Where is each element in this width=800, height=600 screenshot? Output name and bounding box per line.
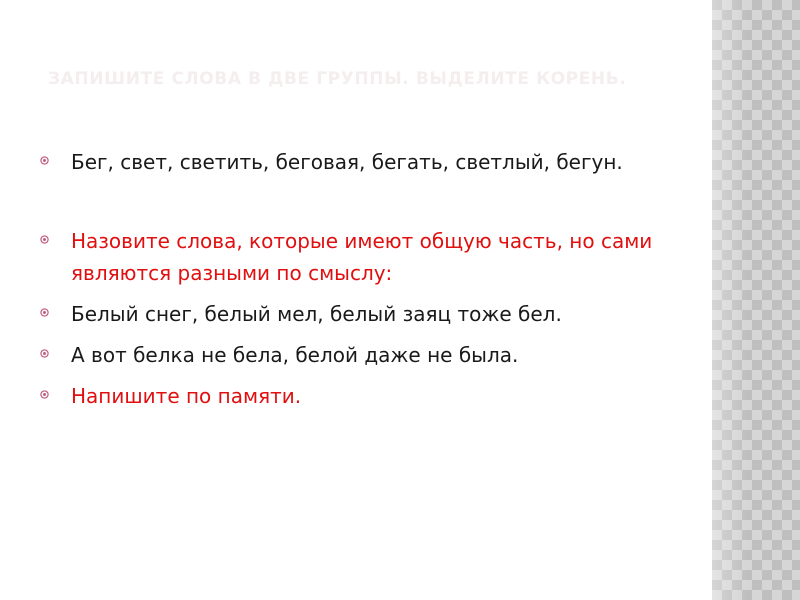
list-item <box>40 298 660 330</box>
circle-bullet-icon <box>40 156 49 165</box>
circle-bullet-icon <box>40 308 49 317</box>
circle-bullet-icon <box>40 235 49 244</box>
list-item <box>40 225 660 289</box>
list-item-text: Напишите по памяти. <box>71 384 302 408</box>
list-item-text: Бег, свет, светить, беговая, бегать, светлый, бегун. <box>71 150 623 174</box>
list-item <box>40 339 660 371</box>
list-item-text: Белый снег, белый мел, белый заяц тоже бел. <box>71 302 562 326</box>
bullet-list <box>40 146 660 421</box>
circle-bullet-icon <box>40 390 49 399</box>
list-item <box>40 380 660 412</box>
circle-bullet-icon <box>40 349 49 358</box>
list-item <box>40 146 660 178</box>
decorative-side-pattern <box>712 0 800 600</box>
list-item-text: Назовите слова, которые имеют общую часть, но сами являются разными по смыслу: <box>71 229 653 285</box>
slide-title: ЗАПИШИТЕ СЛОВА В ДВЕ ГРУППЫ. ВЫДЕЛИТЕ КОРЕНЬ. <box>48 69 627 89</box>
list-item-text: А вот белка не бела, белой даже не была. <box>71 343 519 367</box>
